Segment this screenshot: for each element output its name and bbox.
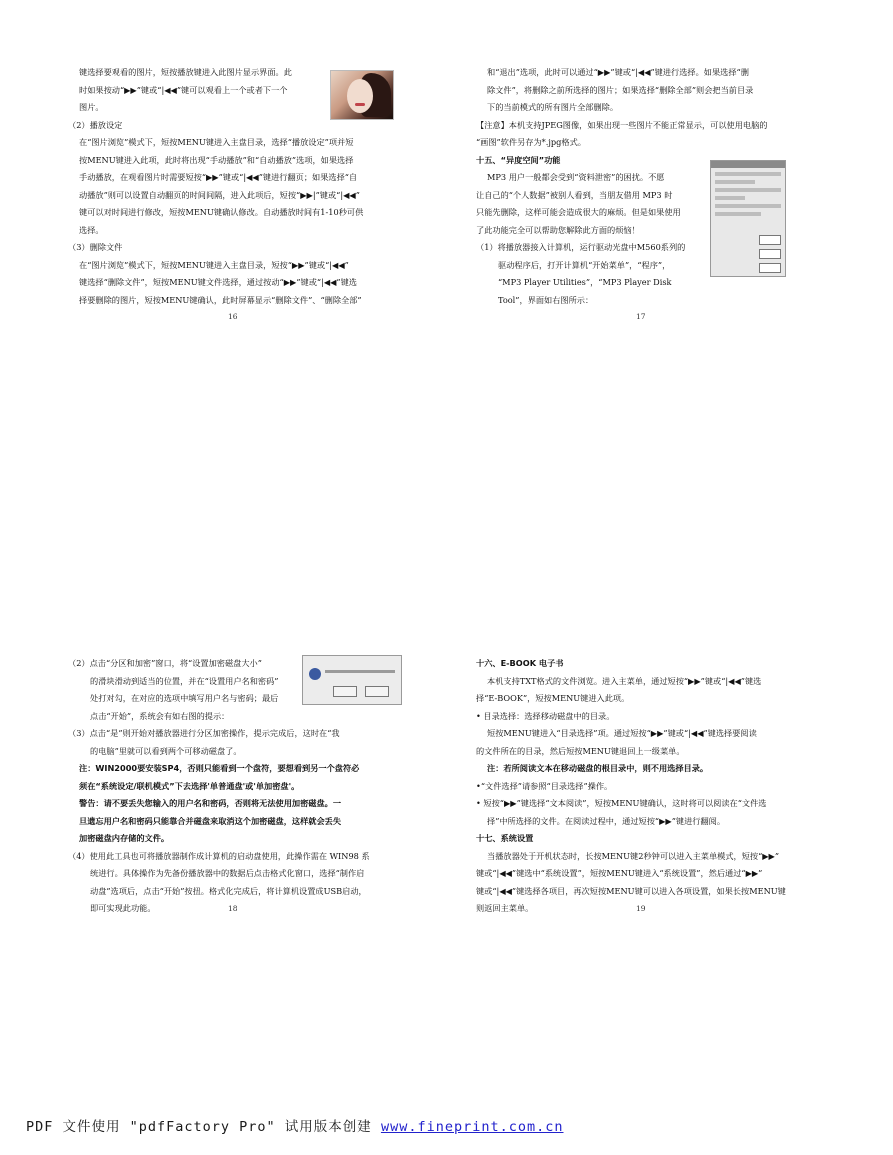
text-line: 键可以对时间进行修改，短按MENU键确认修改。自动播放时间有1-10秒可供 bbox=[79, 207, 364, 217]
text-line: “MP3 Player Utilities”，“MP3 Player Disk bbox=[498, 277, 672, 287]
text-line: Tool”，界面如右图所示： bbox=[498, 294, 594, 305]
text-line: 择”中所选择的文件。在阅读过程中，通过短按“▶▶”键进行翻阅。 bbox=[487, 815, 726, 826]
text-line: 点击“开始”，系统会有如右图的提示： bbox=[90, 710, 230, 721]
text-line: 即可实现此功能。 bbox=[90, 903, 156, 913]
text-line: 让自己的“个人数据”被别人看到，当朋友借用 MP3 时 bbox=[476, 189, 673, 200]
text-line: 择“E-BOOK”，短按MENU键进入此项。 bbox=[476, 693, 630, 703]
note-line: 【注意】本机支持JPEG图像，如果出现一些图片不能正常显示，可以使用电脑的 bbox=[476, 119, 768, 130]
text-line: 本机支持TXT格式的文件浏览。进入主菜单，通过短按“▶▶”键或“|◀◀”键选 bbox=[487, 675, 762, 686]
text-line: 选择。 bbox=[79, 224, 104, 235]
text-line: 驱动程序后，打开计算机“开始菜单”，“程序”， bbox=[498, 259, 671, 270]
page-number: 16 bbox=[228, 312, 238, 321]
text-line: 时如果按动“▶▶”键或“|◀◀”键可以观看上一个或者下一个 bbox=[79, 84, 288, 95]
page-number: 19 bbox=[636, 904, 646, 913]
text-line: 处打对勾，在对应的选项中填写用户名与密码；最后 bbox=[90, 693, 279, 703]
text-line: 短按MENU键进入“目录选择”项。通过短按“▶▶”键或“|◀◀”键选择要阅读 bbox=[487, 728, 757, 738]
text-line: 择要删除的图片，短按MENU键确认，此时屏幕显示“删除文件”、“删除全部” bbox=[79, 294, 362, 305]
warning-line: 加密磁盘内存储的文件。 bbox=[79, 833, 170, 843]
note-line: 须在“系统设定/联机模式”下去选择'单普通盘'或'单加密盘'。 bbox=[79, 780, 300, 791]
text-line: 统进行。具体操作为先备份播放器中的数据后点击格式化窗口，选择“制作启 bbox=[90, 868, 365, 878]
text-line: 在“图片浏览”模式下，短按MENU键进入主盘目录，选择“播放设定”项并短 bbox=[79, 137, 354, 147]
text-line: 键或“|◀◀”键选择各项目，再次短按MENU键可以进入各项设置，如果长按MENU键 bbox=[476, 885, 786, 896]
text-line: 和“退出”选项，此时可以通过“▶▶”键或“|◀◀”键进行选择。如果选择“删 bbox=[487, 67, 749, 77]
bullet-item: • 目录选择：选择移动磁盘中的目录。 bbox=[476, 710, 615, 721]
pdf-footer bbox=[26, 1119, 564, 1137]
note-line: 注：WIN2000要安装SP4，否则只能看到一个盘符，要想看到另一个盘符必 bbox=[79, 763, 360, 773]
section-heading: （3）删除文件 bbox=[68, 242, 123, 252]
disk-tool-screenshot bbox=[710, 160, 786, 277]
text-line: 键或“|◀◀”键选中“系统设置”，短按MENU键进入“系统设置”，然后通过“▶▶” bbox=[476, 868, 763, 878]
bullet-item: • 短按“▶▶”键选择“文本阅读”，短按MENU键确认，这时将可以阅读在“文件选 bbox=[476, 798, 767, 808]
warning-line: 旦遗忘用户名和密码只能靠合并磁盘来取消这个加密磁盘，这样就会丢失 bbox=[79, 815, 342, 826]
footer-text: PDF 文件使用 "pdfFactory Pro" 试用版本创建 bbox=[26, 1119, 381, 1135]
text-line: 的电脑”里就可以看到两个可移动磁盘了。 bbox=[90, 745, 242, 756]
text-line: 的文件所在的目录，然后短按MENU键退回上一级菜单。 bbox=[476, 745, 685, 756]
text-line: （1）将播放器接入计算机，运行驱动光盘中M560系列的 bbox=[476, 242, 686, 252]
section-heading: 十七、系统设置 bbox=[476, 833, 534, 843]
text-line: 图片。 bbox=[79, 102, 104, 112]
bullet-item: •“文件选择”请参照“目录选择”操作。 bbox=[476, 780, 613, 791]
text-line: 键选择要观看的图片，短按播放键进入此图片显示界面。此 bbox=[79, 67, 292, 77]
section-heading: 十六、E-BOOK 电子书 bbox=[476, 658, 564, 668]
text-line: 当播放器处于开机状态时，长按MENU键2秒钟可以进入主菜单模式，短按“▶▶” bbox=[487, 850, 780, 861]
page-number: 18 bbox=[228, 904, 238, 913]
text-line: 键选择“删除文件”，短按MENU键文件选择，通过按动“▶▶”键或“|◀◀”键选 bbox=[79, 277, 357, 287]
footer-link[interactable]: www.fineprint.com.cn bbox=[380, 1119, 564, 1135]
warning-line: 警告：请不要丢失您输入的用户名和密码，否则将无法使用加密磁盘。一 bbox=[79, 798, 342, 808]
text-line: （3）点击“是”则开始对播放器进行分区加密操作，提示完成后，这时在“我 bbox=[68, 728, 340, 738]
text-line: 手动播放，在观看图片时需要短按“▶▶”键或“|◀◀”键进行翻页；如果选择“自 bbox=[79, 172, 358, 182]
text-line: （4）使用此工具也可将播放器制作成计算机的启动盘使用，此操作需在 WIN98 系 bbox=[68, 850, 370, 861]
confirm-dialog-screenshot bbox=[302, 655, 402, 705]
page-number: 17 bbox=[636, 312, 646, 321]
text-line: 在“图片浏览”模式下，短按MENU键进入主盘目录，短按“▶▶”键或“|◀◀” bbox=[79, 259, 349, 270]
text-line: 除文件”，将删除之前所选择的图片；如果选择“删除全部”则会把当前目录 bbox=[487, 84, 754, 95]
text-line: （2）点击“分区和加密”窗口，将“设置加密磁盘大小” bbox=[68, 658, 262, 668]
text-line: 按MENU键进入此项，此时将出现“手动播放”和“自动播放”选项，如果选择 bbox=[79, 154, 354, 165]
text-line: 的滑块滑动到适当的位置，并在“设置用户名和密码” bbox=[90, 675, 279, 686]
text-line: 只能先删除，这样可能会造成很大的麻烦。但是如果使用 bbox=[476, 207, 681, 217]
page-19 bbox=[476, 655, 812, 918]
text-line: 动播放”则可以设置自动翻页的时间间隔，进入此项后，短按“▶▶|”键或“|◀◀” bbox=[79, 189, 360, 200]
text-line: 则返回主菜单。 bbox=[476, 903, 534, 913]
text-line: 了此功能完全可以帮助您解除此方面的烦恼！ bbox=[476, 224, 640, 235]
text-line: “画图”软件另存为*.jpg格式。 bbox=[476, 137, 586, 147]
text-line: MP3 用户一般都会受到“资料泄密”的困扰。不愿 bbox=[487, 172, 665, 182]
photo-thumbnail bbox=[330, 70, 394, 120]
section-heading: （2）播放设定 bbox=[68, 119, 123, 130]
section-heading: 十五、“异度空间”功能 bbox=[476, 154, 561, 165]
text-line: 下的当前模式的所有图片全部删除。 bbox=[487, 102, 619, 112]
note-line: 注：若所阅读文本在移动磁盘的根目录中，则不用选择目录。 bbox=[487, 763, 709, 773]
text-line: 动盘”选项后，点击“开始”按扭。格式化完成后，将计算机设置成USB启动， bbox=[90, 885, 367, 896]
